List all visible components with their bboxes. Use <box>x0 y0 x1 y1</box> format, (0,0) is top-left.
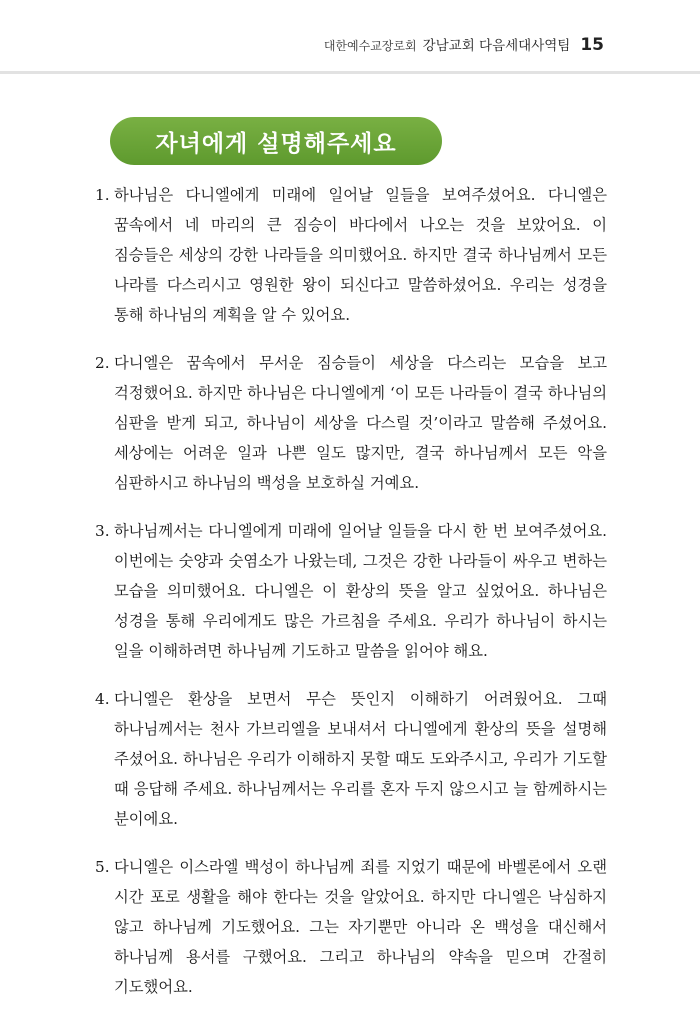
explanation-list <box>95 180 607 1020</box>
item-number: 5. <box>95 858 110 876</box>
list-item <box>95 852 607 1002</box>
list-item <box>95 516 607 666</box>
header-divider <box>0 71 700 74</box>
item-text: 하나님께서는 다니엘에게 미래에 일어날 일들을 다시 한 번 보여주셨어요. 이번에는 숫양과 숫염소가 나왔는데, 그것은 강한 나라들이 싸우고 변하는 모습을 의미했어요. 다니엘은 이 환상의 뜻을 알고 싶었어요. 하나님은 성경을 통해 우리에게도 많은 가르침을 주세요. 우리가 하나님이 하시는 일을 이해하려면 하나님께 기도하고 말씀을 읽어야 해요. <box>114 522 607 660</box>
list-item <box>95 684 607 834</box>
header-org: 대한예수교장로회 <box>323 39 417 53</box>
item-text: 다니엘은 이스라엘 백성이 하나님께 죄를 지었기 때문에 바벨론에서 오랜 시간 포로 생활을 해야 한다는 것을 알았어요. 하지만 다니엘은 낙심하지 않고 하나님께 기도했어요. 그는 자기뿐만 아니라 온 백성을 대신해서 하나님께 용서를 구했어요. 그리고 하나님의 약속을 믿으며 간절히 기도했어요. <box>114 858 607 996</box>
item-text: 다니엘은 꿈속에서 무서운 짐승들이 세상을 다스리는 모습을 보고 걱정했어요. 하지만 하나님은 다니엘에게 ‘이 모든 나라들이 결국 하나님의 심판을 받게 되고, 하나님이 세상을 다스릴 것’이라고 말씀해 주셨어요. 세상에는 어려운 일과 나쁜 일도 많지만, 결국 하나님께서 모든 악을 심판하시고 하나님의 백성을 보호하실 거예요. <box>114 354 607 492</box>
item-number: 2. <box>95 354 110 372</box>
section-title: 자녀에게 설명해주세요 <box>155 130 397 157</box>
page-number: 15 <box>580 35 604 55</box>
item-text: 하나님은 다니엘에게 미래에 일어날 일들을 보여주셨어요. 다니엘은 꿈속에서 네 마리의 큰 짐승이 바다에서 나오는 것을 보았어요. 이 짐승들은 세상의 강한 나라들을 의미했어요. 하지만 결국 하나님께서 모든 나라를 다스리시고 영원한 왕이 되신다고 말씀하셨어요. 우리는 성경을 통해 하나님의 계획을 알 수 있어요. <box>114 186 607 324</box>
item-number: 4. <box>95 690 110 708</box>
section-title-banner <box>110 117 442 165</box>
list-item <box>95 348 607 498</box>
list-item <box>95 180 607 330</box>
item-number: 3. <box>95 522 110 540</box>
header-church: 강남교회 다음세대사역팀 <box>422 38 571 54</box>
item-number: 1. <box>95 186 110 204</box>
page-header <box>324 34 604 55</box>
item-text: 다니엘은 환상을 보면서 무슨 뜻인지 이해하기 어려웠어요. 그때 하나님께서는 천사 가브리엘을 보내셔서 다니엘에게 환상의 뜻을 설명해 주셨어요. 하나님은 우리가 이해하지 못할 때도 도와주시고, 우리가 기도할 때 응답해 주세요. 하나님께서는 우리를 혼자 두지 않으시고 늘 함께하시는 분이에요. <box>114 690 607 828</box>
